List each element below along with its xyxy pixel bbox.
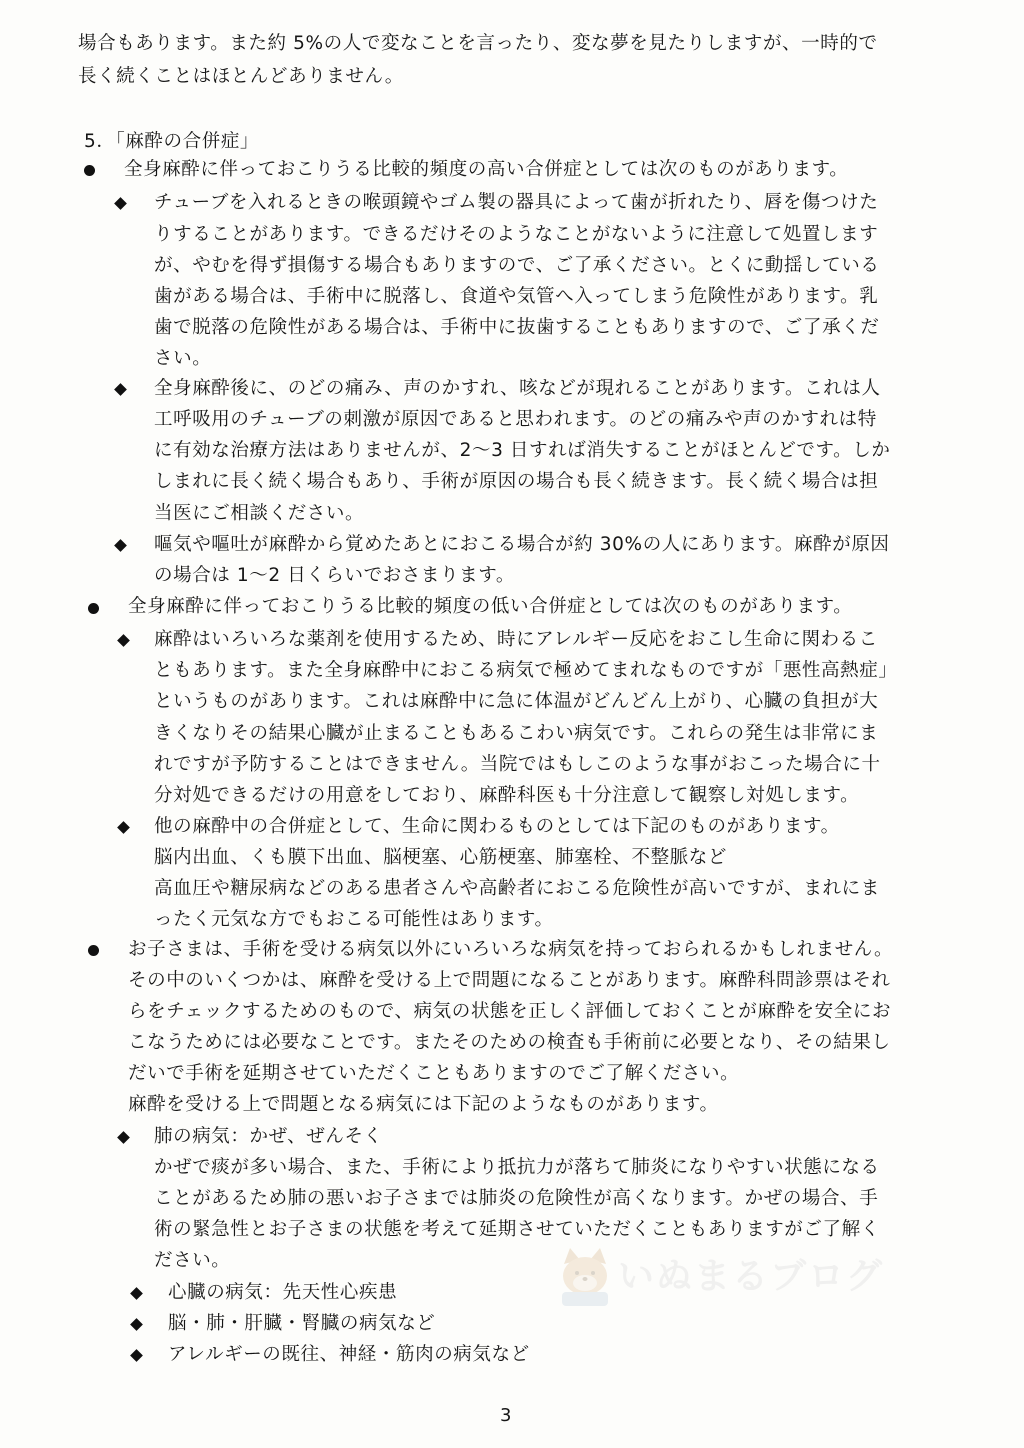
list-item-line: ったく元気な方でもおこる可能性はあります。 [154, 909, 554, 930]
dog-mascot-icon [556, 1246, 614, 1308]
bullet-diamond-icon [117, 634, 130, 647]
list-item-line: 他の麻酔中の合併症として、生命に関わるものとしては下記のものがあります。 [154, 816, 840, 837]
list-item-line: きくなりその結果心臓が止まることもあるこわい病気です。これらの発生は非常にま [154, 723, 879, 744]
intro-line: 場合もあります。また約 5%の人で変なことを言ったり、変な夢を見たりしますが、一時的で [78, 33, 878, 54]
list-item-line: というものがあります。これは麻酔中に急に体温がどんどん上がり、心臓の負担が大 [154, 691, 879, 712]
list-item-line: 工呼吸用のチューブの刺激が原因であると思われます。のどの痛みや声のかすれは特 [154, 409, 877, 430]
list-item-line: 当医にご相談ください。 [154, 503, 365, 524]
list-item-line: ださい。 [154, 1250, 231, 1271]
list-item-line: の場合は 1〜2 日くらいでおさまります。 [154, 565, 515, 586]
list-item-line: しまれに長く続く場合もあり、手術が原因の場合も長く続きます。長く続く場合は担 [154, 471, 879, 492]
section-heading: 全身麻酔に伴っておこりうる比較的頻度の高い合併症としては次のものがあります。 [124, 159, 849, 180]
bullet-dot-icon [88, 945, 99, 956]
paragraph-line: こなうためには必要なことです。またそのための検査も手術前に必要となり、その結果し [128, 1032, 891, 1053]
bullet-dot-icon [88, 603, 99, 614]
list-item-line: 心臓の病気：先天性心疾患 [168, 1282, 398, 1303]
list-item-line: に有効な治療方法はありませんが、2〜3 日すれば消失することがほとんどです。しか [154, 440, 891, 461]
bullet-diamond-icon [117, 821, 130, 834]
bullet-diamond-icon [130, 1287, 143, 1300]
list-item-line: 嘔気や嘔吐が麻酔から覚めたあとにおこる場合が約 30%の人にあります。麻酔が原因 [154, 534, 890, 555]
paragraph-line: お子さまは、手術を受ける病気以外にいろいろな病気を持っておられるかもしれません。 [128, 939, 894, 960]
list-item-line: 分対処できるだけの用意をしており、麻酔科医も十分注意して観察し対処します。 [154, 785, 860, 806]
paragraph-line: その中のいくつかは、麻酔を受ける上で問題になることがあります。麻酔科問診票はそれ [128, 970, 891, 991]
bullet-diamond-icon [114, 383, 127, 396]
list-item-line: りすることがあります。できるだけそのようなことがないように注意して処置します [154, 224, 879, 245]
list-item-line: 歯がある場合は、手術中に脱落し、食道や気管へ入ってしまう危険性があります。乳 [154, 286, 879, 307]
bullet-diamond-icon [117, 1131, 130, 1144]
list-item-line: が、やむを得ず損傷する場合もありますので、ご了承ください。とくに動揺している [154, 255, 880, 276]
bullet-diamond-icon [130, 1349, 143, 1362]
list-item-line: さい。 [154, 348, 212, 369]
section-heading: 全身麻酔に伴っておこりうる比較的頻度の低い合併症としては次のものがあります。 [128, 596, 853, 617]
watermark-text: いぬまるブログ [618, 1256, 885, 1297]
list-item-line: チューブを入れるときの喉頭鏡やゴム製の器具によって歯が折れたり、唇を傷つけた [154, 192, 879, 213]
bullet-diamond-icon [130, 1318, 143, 1331]
bullet-diamond-icon [114, 539, 127, 552]
section-title: 5．「麻酔の合併症」 [84, 131, 260, 152]
list-item-line: 術の緊急性とお子さまの状態を考えて延期させていただくこともありますがご了解く [154, 1219, 880, 1240]
bullet-diamond-icon [114, 197, 127, 210]
list-item-line: アレルギーの既往、神経・筋肉の病気など [168, 1344, 530, 1365]
paragraph-line: 麻酔を受ける上で問題となる病気には下記のようなものがあります。 [128, 1094, 719, 1115]
watermark [556, 1246, 896, 1310]
list-item-line: かぜで痰が多い場合、また、手術により抵抗力が落ちて肺炎になりやすい状態になる [154, 1157, 880, 1178]
list-item-line: 歯で脱落の危険性がある場合は、手術中に抜歯することもありますので、ご了承くだ [154, 317, 880, 338]
list-item-line: 全身麻酔後に、のどの痛み、声のかすれ、咳などが現れることがあります。これは人 [154, 378, 881, 399]
page-number: 3 [500, 1405, 512, 1426]
list-item-line: れですが予防することはできません。当院ではもしこのような事がおこった場合に十 [154, 754, 881, 775]
list-item-line: 肺の病気：かぜ、ぜんそく [154, 1126, 383, 1147]
list-item-line: 脳・肺・肝臓・腎臓の病気など [168, 1313, 436, 1334]
list-item-line: ことがあるため肺の悪いお子さまでは肺炎の危険性が高くなります。かぜの場合、手 [154, 1188, 879, 1209]
list-item-line: 高血圧や糖尿病などのある患者さんや高齢者におこる危険性が高いですが、まれにま [154, 878, 880, 899]
list-item-line: 麻酔はいろいろな薬剤を使用するため、時にアレルギー反応をおこし生命に関わるこ [154, 629, 878, 650]
list-item-line: ともあります。また全身麻酔中におこる病気で極めてまれなものですが「悪性高熱症」 [154, 660, 898, 681]
paragraph-line: らをチェックするためのもので、病気の状態を正しく評価しておくことが麻酔を安全にお [128, 1001, 892, 1022]
list-item-line: 脳内出血、くも膜下出血、脳梗塞、心筋梗塞、肺塞栓、不整脈など [154, 847, 728, 868]
intro-line: 長く続くことはほとんどありません。 [78, 66, 404, 87]
bullet-dot-icon [84, 165, 95, 176]
paragraph-line: だいで手術を延期させていただくこともありますのでご了解ください。 [128, 1063, 740, 1084]
